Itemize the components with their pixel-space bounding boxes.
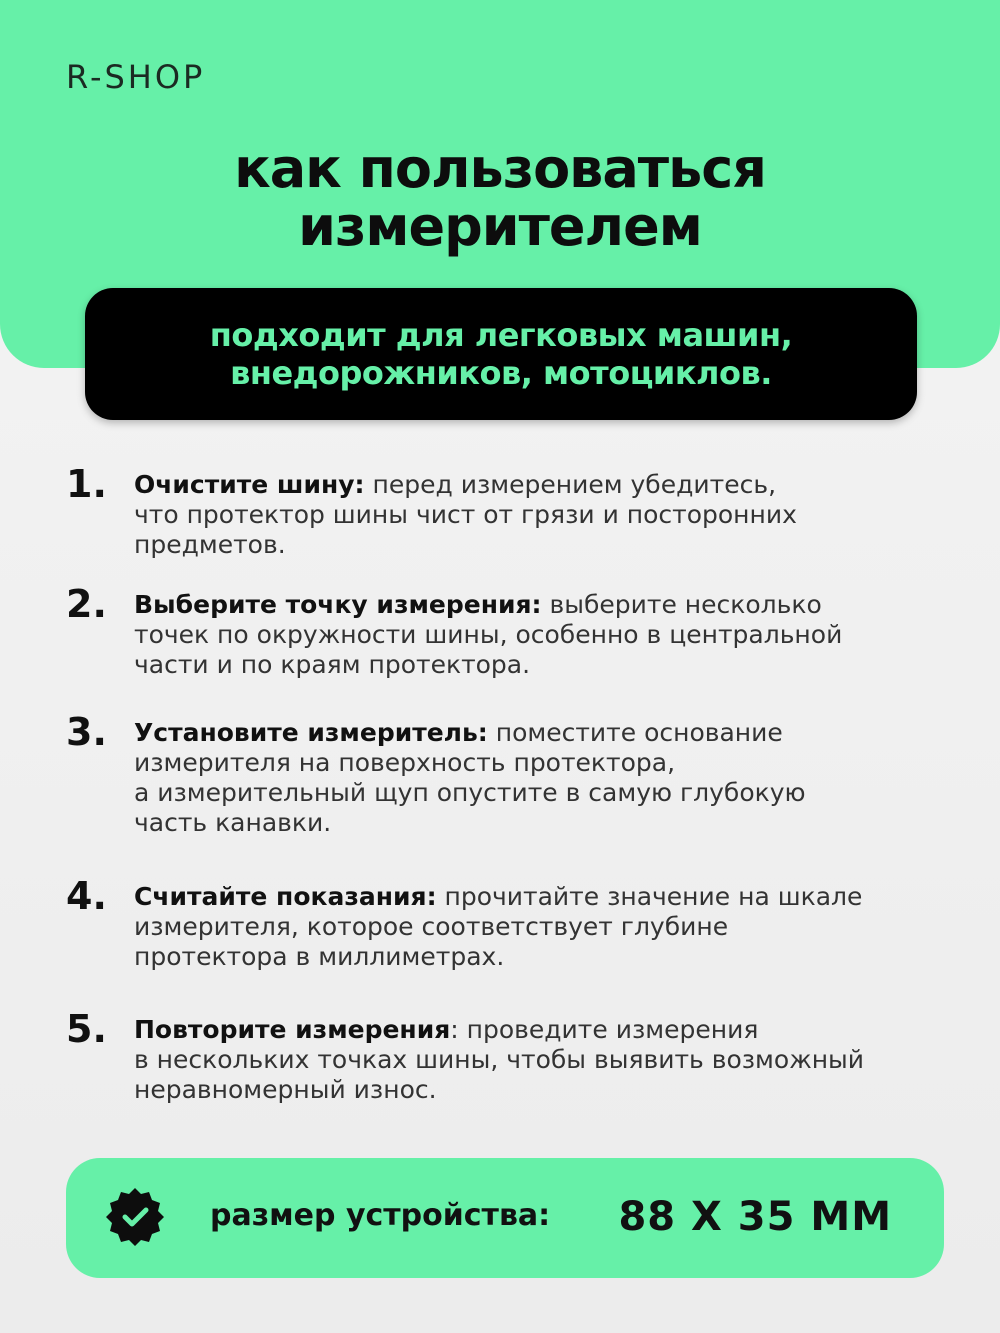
banner-line-1: подходит для легковых машин, <box>209 316 793 354</box>
step-line-2: измерителя, которое соответствует глубине <box>134 912 729 941</box>
brand-logo: R-SHOP <box>66 58 206 96</box>
step-text <box>134 882 964 972</box>
step-line-1 <box>134 882 964 912</box>
step-heading: Повторите измерения <box>134 1015 451 1044</box>
step-text <box>134 470 964 560</box>
step-line-2: в нескольких точках шины, чтобы выявить возможный <box>134 1045 865 1074</box>
step-line-2: что протектор шины чист от грязи и посторонних <box>134 500 797 529</box>
step-line-3: предметов. <box>134 530 286 559</box>
step-line-1 <box>134 1015 964 1045</box>
step-line-1-rest: : проведите измерения <box>450 1015 759 1044</box>
step-line-1-rest: поместите основание <box>487 718 783 747</box>
step-line-1 <box>134 470 964 500</box>
banner-line-2: внедорожников, мотоциклов. <box>230 354 772 392</box>
step-text <box>134 1015 964 1105</box>
page-title-line-2: измерителем <box>298 195 702 258</box>
step-text <box>134 590 964 680</box>
check-badge-icon <box>104 1186 166 1248</box>
step-heading: Выберите точку измерения: <box>134 590 542 619</box>
step-line-3: протектора в миллиметрах. <box>134 942 505 971</box>
step-line-1 <box>134 590 964 620</box>
step-heading: Очистите шину: <box>134 470 365 499</box>
step-line-2: измерителя на поверхность протектора, <box>134 748 676 777</box>
step-text <box>134 718 964 838</box>
step-number: 2. <box>66 582 107 626</box>
step-line-1-rest: выберите несколько <box>541 590 822 619</box>
step-line-3: части и по краям протектора. <box>134 650 531 679</box>
page-title-line-1: как пользоваться <box>234 137 766 200</box>
device-size-label: размер устройства: <box>210 1198 551 1233</box>
step-heading: Считайте показания: <box>134 882 437 911</box>
step-line-1-rest: перед измерением убедитесь, <box>364 470 777 499</box>
step-line-1 <box>134 718 964 748</box>
device-size-value: 88 X 35 MM <box>618 1194 892 1240</box>
step-line-3: а измерительный щуп опустите в самую глубокую <box>134 778 806 807</box>
step-number: 4. <box>66 874 107 918</box>
step-line-2: точек по окружности шины, особенно в центральной <box>134 620 843 649</box>
step-number: 3. <box>66 710 107 754</box>
step-line-4: часть канавки. <box>134 808 332 837</box>
page-title <box>0 137 1000 258</box>
step-line-1-rest: прочитайте значение на шкале <box>436 882 863 911</box>
compatibility-banner <box>85 288 917 420</box>
device-size-bar <box>66 1158 944 1278</box>
step-heading: Установите измеритель: <box>134 718 488 747</box>
step-line-3: неравномерный износ. <box>134 1075 437 1104</box>
step-number: 5. <box>66 1007 107 1051</box>
step-number: 1. <box>66 462 107 506</box>
